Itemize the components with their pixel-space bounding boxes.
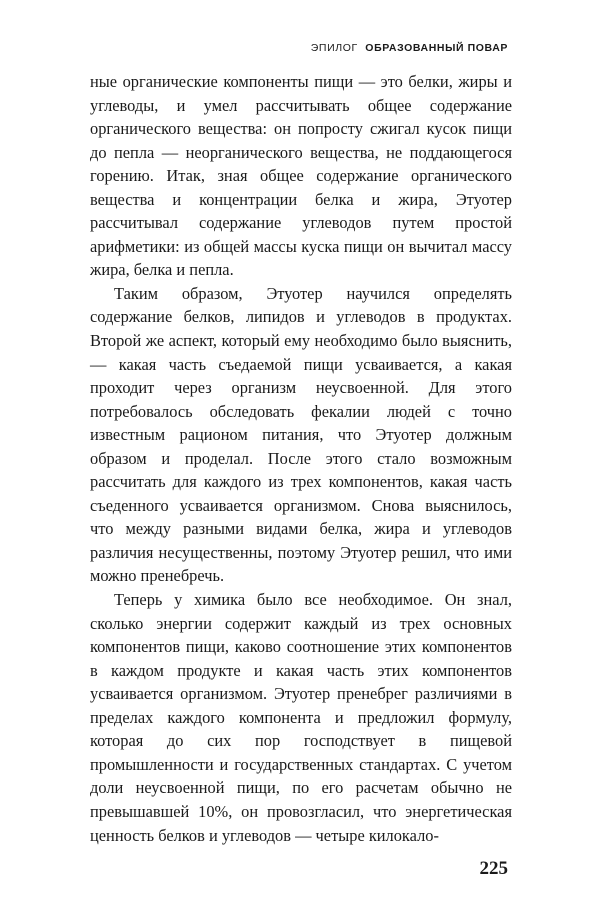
paragraph: Теперь у химика было все необходимое. Он знал, сколько энергии содержит каждый из трех основных компонентов пищи, каково соотношение этих компонентов в каждом продукте и какая часть этих компонентов усваивается организмом. Этуотер пренебрег различиями в пределах каждого компонента и предложил формулу, которая до сих пор господствует в пищевой промышленности и государственных стандартах. С учетом доли неусвоенной пищи, по его расчетам обычно не превышавшей 10%, он провозгласил, что энергетическая ценность белков и углеводов — четыре килокало- — [90, 590, 512, 845]
page-number: 225 — [479, 858, 508, 879]
running-head-section: ЭПИЛОГ — [310, 42, 358, 54]
running-head — [311, 42, 508, 54]
paragraph: Таким образом, Этуотер научился определять содержание белков, липидов и углеводов в продуктах. Второй же аспект, который ему необходимо было выяснить, — какая часть съедаемой пищи усваивается, а какая проходит через организм неусвоенной. Для этого потребовалось обследовать фекалии людей с точно известным рационом питания, что Этуотер должным образом и проделал. После этого стало возможным рассчитать для каждого из трех компонентов, какая часть съеденного усваивается организмом. Снова выяснилось, что между разными видами белка, жира и углеводов различия несущественны, поэтому Этуотер решил, что ими можно пренебречь. — [90, 283, 512, 586]
running-head-chapter: ОБРАЗОВАННЫЙ ПОВАР — [365, 42, 508, 54]
body-text — [90, 70, 512, 847]
paragraph-continuation: ные органические компоненты пищи — это белки, жиры и углеводы, и умел рассчитывать общее содержание органического вещества: он попросту сжигал кусок пищи до пепла — неорганического вещества, не поддающегося горению. Итак, зная общее содержание органического вещества и концентрации белка и жира, Этуотер рассчитывал содержание углеводов путем простой арифметики: из общей массы куска пищи он вычитал массу жира, белка и пепла. — [90, 72, 512, 280]
